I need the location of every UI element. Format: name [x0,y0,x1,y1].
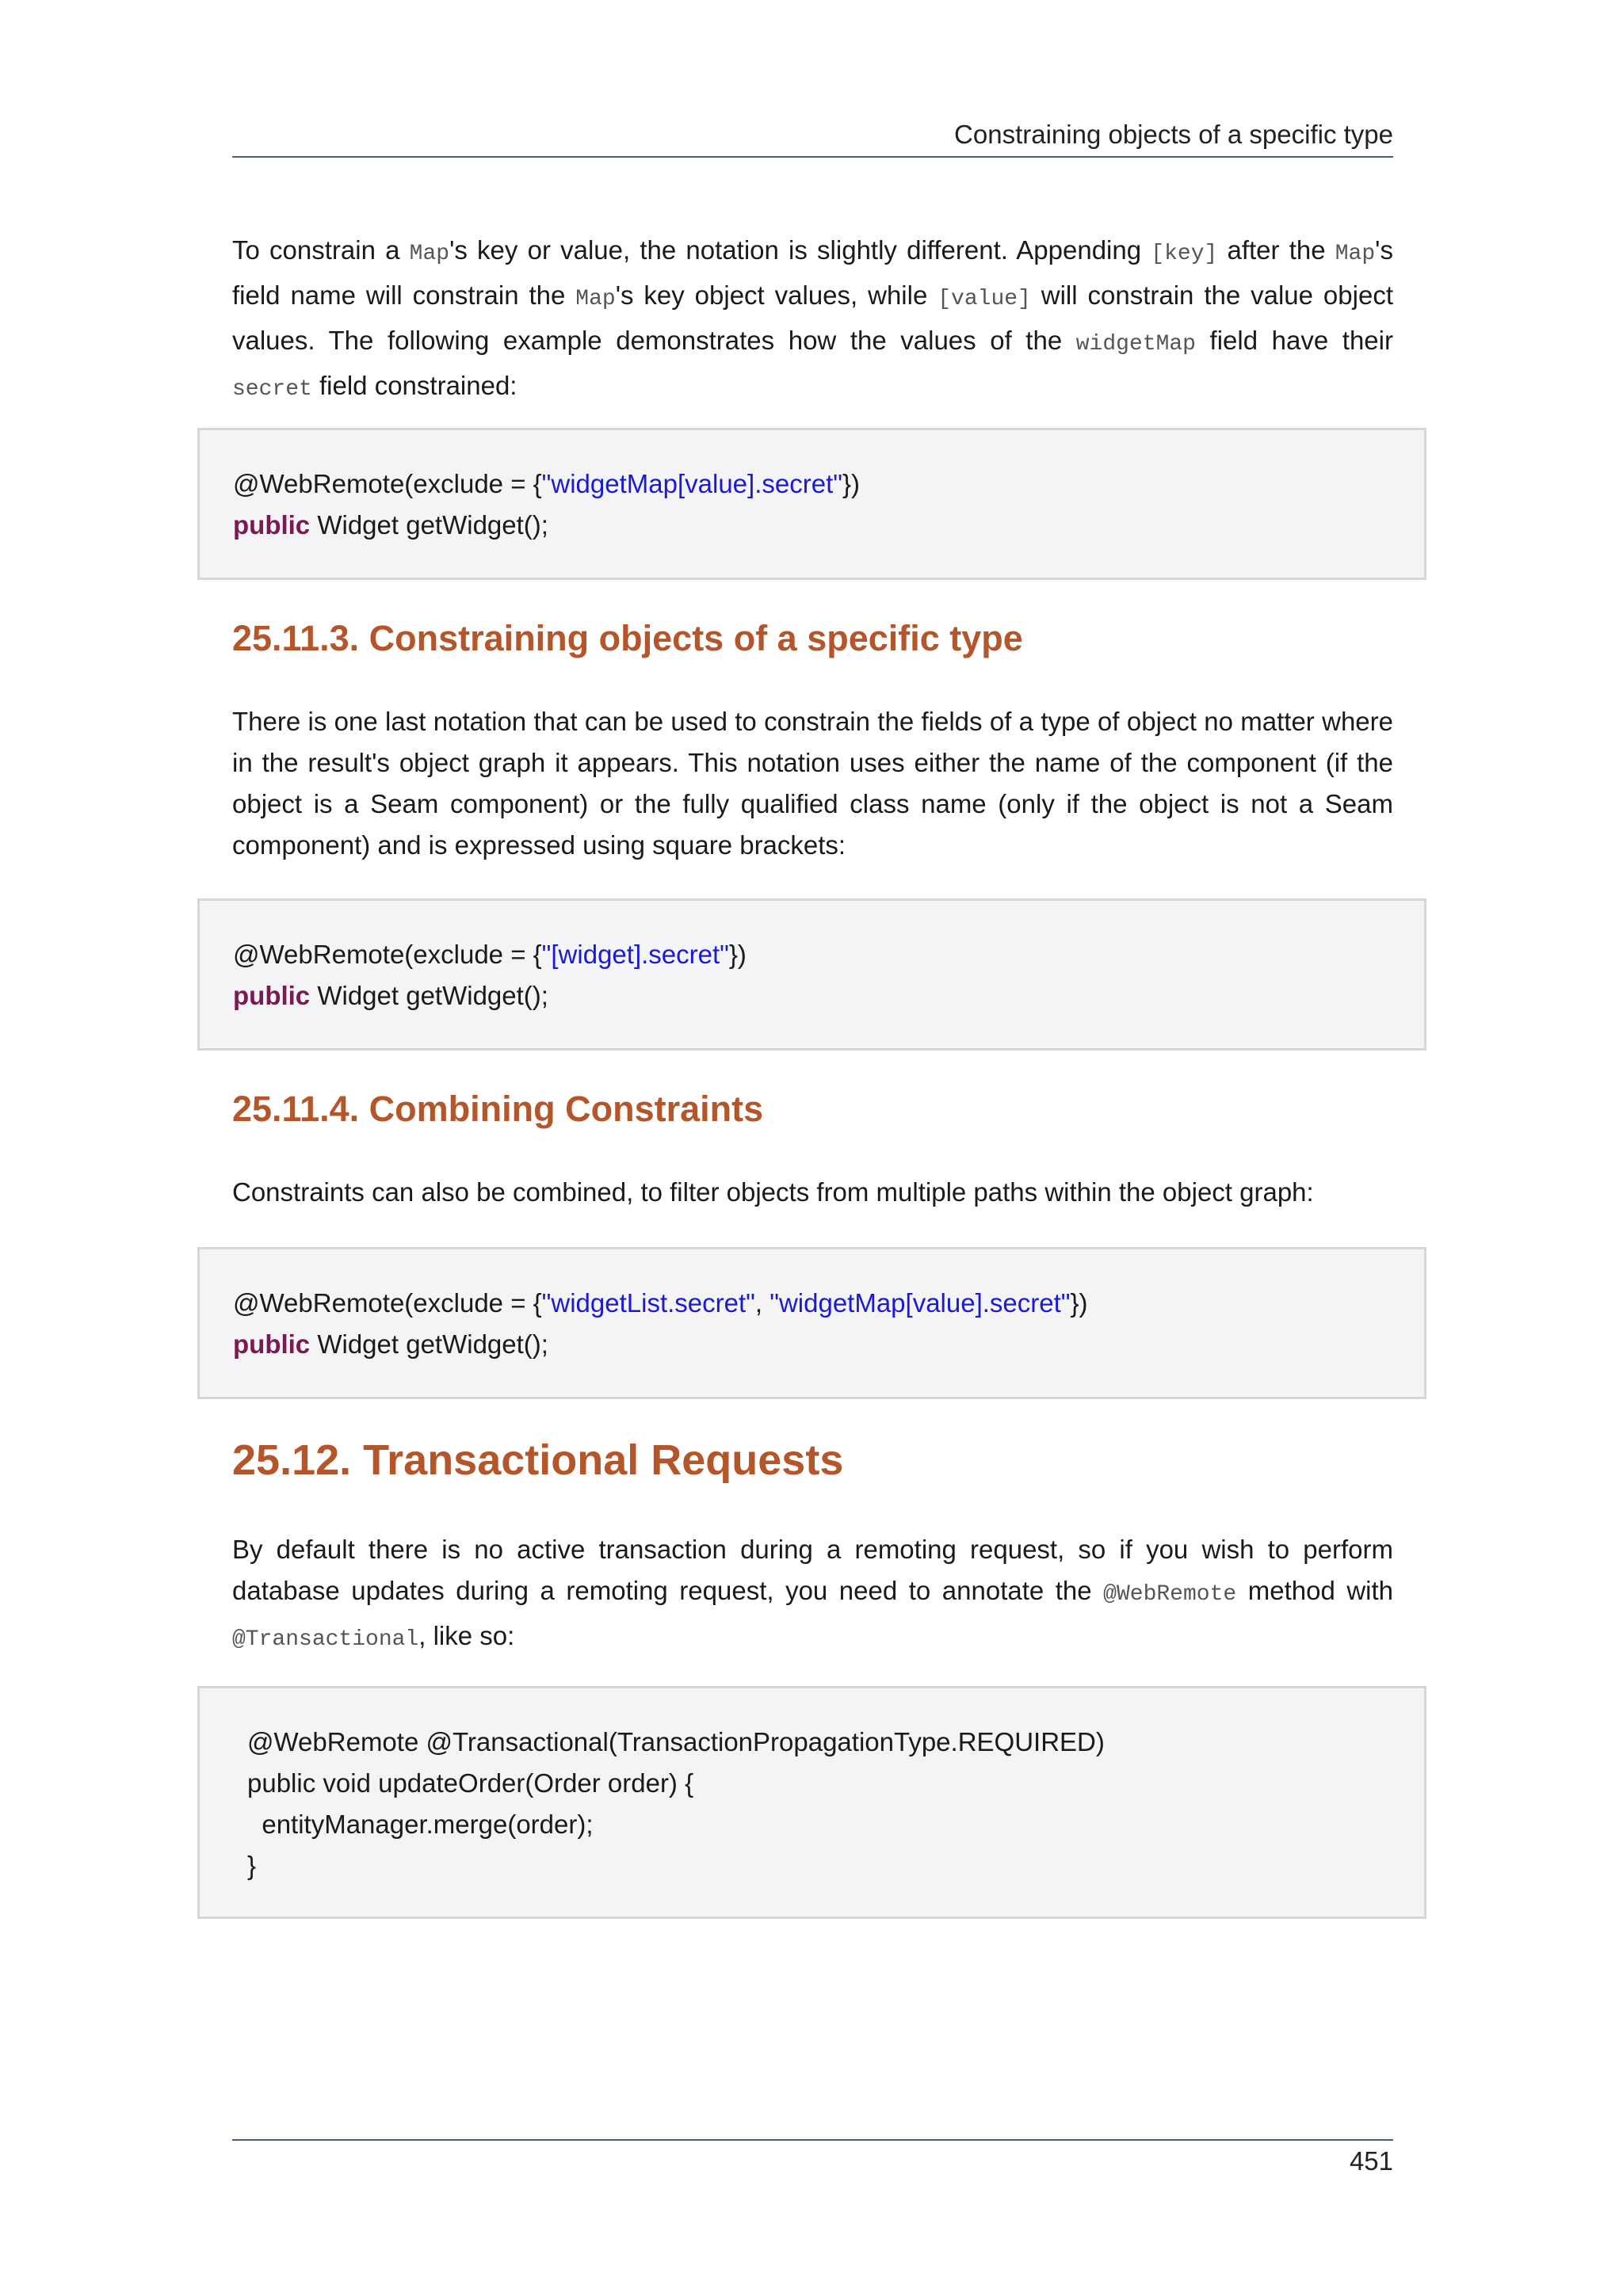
code-keyword: public [233,510,311,540]
intro-text: will constrain the value object values. The following example demonstrates how the values of the [232,280,1393,355]
inline-code-widgetmap: widgetMap [1075,332,1196,357]
code-block-widget-exclude [197,898,1426,1051]
map-constraint-paragraph [232,230,1393,410]
code-keyword: public [233,1329,311,1359]
intro-text: field have their [1195,326,1393,355]
body-text: , like so: [418,1621,515,1650]
section-25-11-3-body: There is one last notation that can be used to constrain the fields of a type of object no matter where in the result's object graph it appears. This notation uses either the name of the component (if the object is a Seam component) or the fully qualified class name (only if the object is not a Seam component) and is expressed using square brackets: [232,707,1393,860]
code-line [233,505,548,546]
code-string-literal: "widgetMap[value].secret" [541,469,842,498]
code-line [233,1324,548,1365]
inline-code-transactional: @Transactional [232,1627,419,1652]
section-heading-25-12: 25.12. Transactional Requests [232,1436,844,1484]
code-text: @WebRemote(exclude = { [233,940,542,969]
inline-code-map: Map [409,242,450,266]
code-text: , [754,1288,770,1318]
inline-code-key: [key] [1151,242,1218,266]
code-text: @WebRemote(exclude = { [233,469,542,498]
footer-divider [232,2139,1393,2141]
code-line: entityManager.merge(order); [247,1810,594,1839]
code-line: public void updateOrder(Order order) { [247,1768,694,1798]
inline-code-map: Map [1335,242,1376,266]
body-text: By default there is no active transaction during a remoting request, so if you wish to perform database updates during a remoting request, you need to annotate the [232,1535,1393,1605]
code-text: Widget getWidget(); [310,510,548,540]
intro-text: after the [1217,235,1335,265]
code-block-combined-exclude [197,1247,1426,1399]
intro-text: field constrained: [311,371,517,400]
intro-text: 's key object values, while [615,280,938,310]
code-string-literal: "widgetMap[value].secret" [769,1288,1071,1318]
code-block-transactional [197,1686,1426,1919]
code-text: }) [1070,1288,1088,1318]
page-number: 451 [1349,2146,1393,2176]
code-keyword: public [233,981,311,1010]
code-block-widgetmap-exclude [197,428,1426,580]
code-line [233,1283,1088,1324]
code-line [233,934,747,975]
intro-text: To constrain a [232,235,410,265]
code-line [233,463,860,505]
code-string-literal: "widgetList.secret" [541,1288,755,1318]
code-string-literal: "[widget].secret" [541,940,729,969]
intro-text: 's field name will constrain the [232,235,1393,310]
running-header-title: Constraining objects of a specific type [954,120,1393,149]
code-text: Widget getWidget(); [310,981,548,1010]
inline-code-value: [value] [938,287,1031,311]
inline-code-map: Map [575,287,616,311]
inline-code-webremote: @WebRemote [1103,1582,1237,1607]
section-heading-25-11-4: 25.11.4. Combining Constraints [232,1089,764,1129]
inline-code-secret: secret [232,377,312,402]
code-text: }) [842,469,860,498]
code-text: Widget getWidget(); [310,1329,548,1359]
code-text: @WebRemote(exclude = { [233,1288,542,1318]
code-line [233,975,548,1016]
section-heading-25-11-3: 25.11.3. Constraining objects of a specific type [232,618,1023,658]
code-line: } [247,1851,257,1880]
section-25-11-4-body: Constraints can also be combined, to filter objects from multiple paths within the object graph: [232,1177,1314,1207]
body-text: method with [1236,1576,1394,1605]
header-divider [232,156,1393,158]
code-text: }) [728,940,747,969]
code-line: @WebRemote @Transactional(TransactionPropagationType.REQUIRED) [247,1727,1105,1756]
section-25-12-body [232,1529,1393,1661]
intro-text: 's key or value, the notation is slightly different. Appending [449,235,1151,265]
